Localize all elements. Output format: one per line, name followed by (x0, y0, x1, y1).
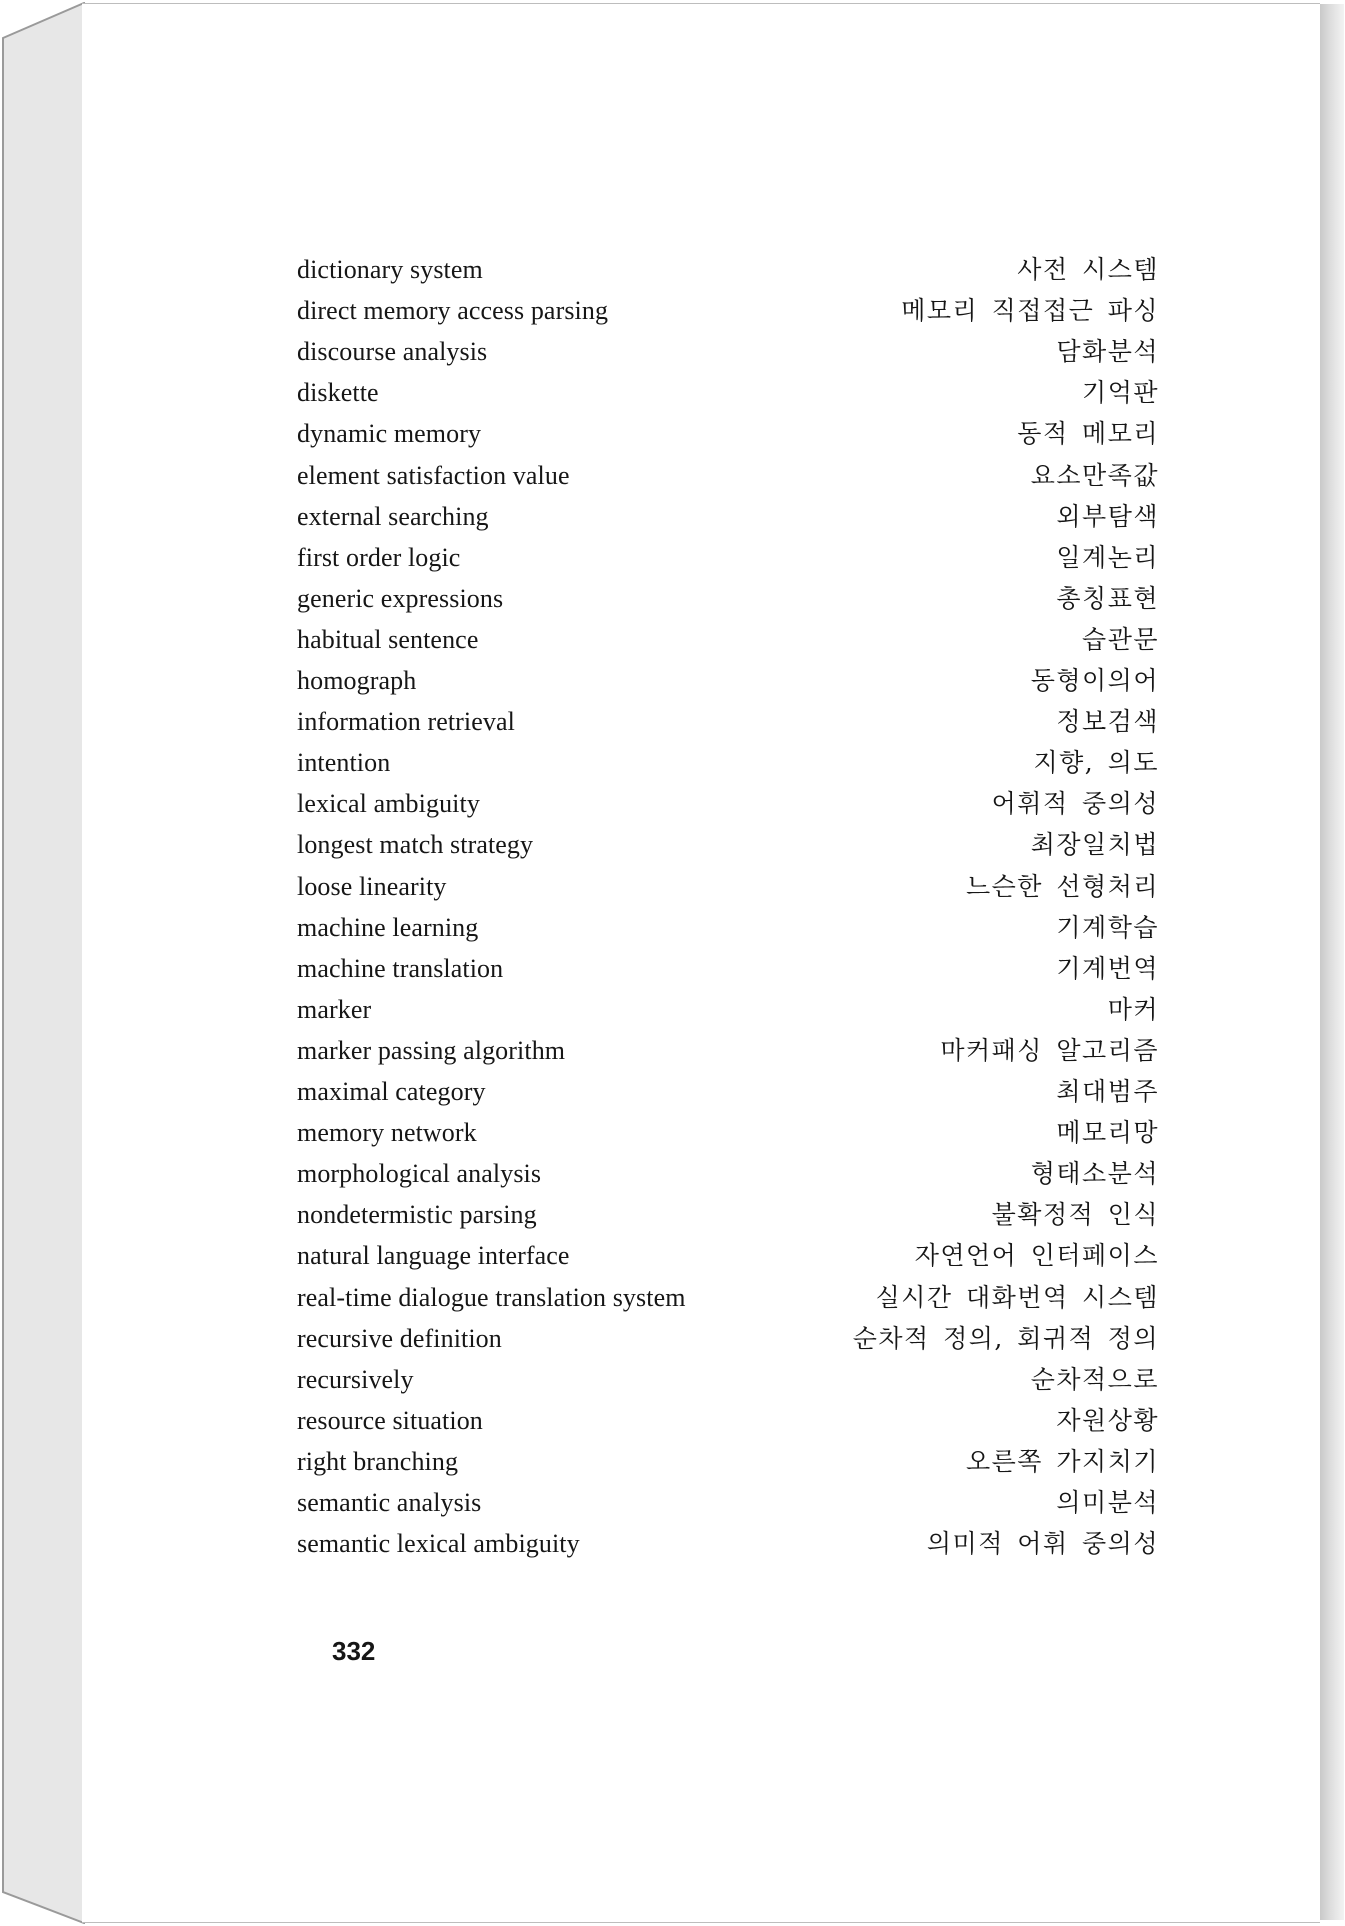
korean-term: 오른쪽 가지치기 (966, 1446, 1159, 1476)
english-term: maximal category (297, 1077, 486, 1106)
glossary-entry (297, 1485, 1159, 1521)
english-term: resource situation (297, 1405, 483, 1435)
korean-term: 지향, 의도 (1033, 748, 1159, 778)
english-term: lexical ambiguity (297, 789, 480, 819)
english-term: discourse analysis (297, 337, 488, 367)
english-term: diskette (297, 378, 379, 408)
glossary-entry (297, 1074, 1159, 1110)
korean-term: 자연언어 인터페이스 (914, 1241, 1159, 1271)
english-term: real-time dialogue translation system (297, 1282, 686, 1312)
english-term: natural language interface (297, 1241, 570, 1271)
glossary-entry (297, 910, 1159, 946)
english-term: nondetermistic parsing (297, 1200, 537, 1230)
glossary-entry (297, 1156, 1159, 1192)
english-term: dynamic memory (297, 419, 482, 449)
english-term: intention (297, 748, 391, 778)
korean-term: 요소만족값 (1030, 460, 1159, 490)
english-term: first order logic (297, 542, 461, 572)
english-term: marker passing algorithm (297, 1035, 566, 1065)
korean-term: 메모리망 (1056, 1118, 1159, 1148)
english-term: semantic analysis (297, 1488, 482, 1517)
glossary-entry (297, 827, 1159, 863)
glossary-entry (297, 745, 1159, 781)
korean-term: 담화분석 (1056, 337, 1159, 367)
korean-term: 순차적으로 (1030, 1364, 1159, 1394)
english-term: external searching (297, 501, 489, 531)
glossary-entry (297, 1238, 1159, 1274)
korean-term: 일계논리 (1056, 542, 1159, 572)
glossary-entry (297, 1033, 1159, 1069)
glossary-entry (297, 1526, 1159, 1562)
english-term: morphological analysis (297, 1159, 542, 1189)
english-term: recursive definition (297, 1323, 502, 1353)
korean-term: 총칭표현 (1056, 583, 1159, 613)
glossary-entry (297, 869, 1159, 905)
english-term: loose linearity (297, 871, 447, 901)
glossary-entry (297, 293, 1159, 329)
korean-term: 기억판 (1082, 378, 1159, 408)
glossary-entry (297, 416, 1159, 452)
korean-term: 동적 메모리 (1017, 419, 1159, 449)
glossary-entry (297, 375, 1159, 411)
glossary-entry (297, 1115, 1159, 1151)
glossary-entry (297, 622, 1159, 658)
korean-term: 자원상황 (1056, 1405, 1159, 1435)
glossary-entry (297, 1362, 1159, 1398)
glossary-entry (297, 499, 1159, 535)
english-term: machine translation (297, 953, 504, 983)
glossary-entry (297, 1403, 1159, 1439)
english-term: memory network (297, 1118, 477, 1148)
english-term: information retrieval (297, 707, 515, 737)
korean-term: 사전 시스템 (1017, 255, 1159, 284)
glossary-entry (297, 704, 1159, 740)
korean-term: 실시간 대화번역 시스템 (875, 1282, 1159, 1312)
english-term: direct memory access parsing (297, 296, 609, 326)
english-term: marker (297, 994, 372, 1024)
korean-term: 외부탐색 (1056, 501, 1159, 531)
english-term: recursively (297, 1364, 414, 1394)
glossary-entry (297, 786, 1159, 822)
korean-term: 순차적 정의, 회귀적 정의 (852, 1323, 1159, 1353)
korean-term: 최장일치법 (1030, 830, 1159, 860)
korean-term: 최대범주 (1056, 1077, 1159, 1106)
korean-term: 의미적 어휘 중의성 (926, 1529, 1159, 1559)
korean-term: 의미분석 (1056, 1488, 1159, 1517)
glossary-entry (297, 1280, 1159, 1316)
glossary-entry (297, 1197, 1159, 1233)
english-term: machine learning (297, 912, 479, 942)
korean-term: 형태소분석 (1030, 1159, 1159, 1189)
page-number: 332 (332, 1636, 376, 1666)
korean-term: 불확정적 인식 (991, 1200, 1159, 1230)
english-term: habitual sentence (297, 624, 479, 654)
glossary-entry (297, 1444, 1159, 1480)
korean-term: 마커 (1107, 994, 1159, 1024)
korean-term: 마커패싱 알고리즘 (940, 1035, 1159, 1065)
korean-term: 기계번역 (1056, 953, 1159, 983)
glossary-entry (297, 1321, 1159, 1357)
glossary-entry (297, 458, 1159, 494)
korean-term: 기계학습 (1056, 912, 1159, 942)
glossary-entry (297, 334, 1159, 370)
korean-term: 습관문 (1082, 624, 1159, 654)
english-term: semantic lexical ambiguity (297, 1529, 580, 1559)
glossary-entry (297, 992, 1159, 1028)
korean-term: 느슨한 선형처리 (966, 871, 1159, 901)
glossary-entry (297, 951, 1159, 987)
english-term: element satisfaction value (297, 460, 570, 490)
korean-term: 동형이의어 (1030, 666, 1159, 695)
glossary-entry (297, 252, 1159, 288)
korean-term: 메모리 직접접근 파싱 (901, 296, 1159, 326)
english-term: longest match strategy (297, 830, 534, 860)
english-term: generic expressions (297, 583, 504, 613)
glossary-entry (297, 581, 1159, 617)
english-term: dictionary system (297, 255, 483, 284)
english-term: homograph (297, 666, 417, 695)
korean-term: 정보검색 (1056, 707, 1159, 737)
glossary-entry (297, 540, 1159, 576)
english-term: right branching (297, 1446, 459, 1476)
korean-term: 어휘적 중의성 (991, 789, 1159, 819)
glossary-entry (297, 663, 1159, 699)
